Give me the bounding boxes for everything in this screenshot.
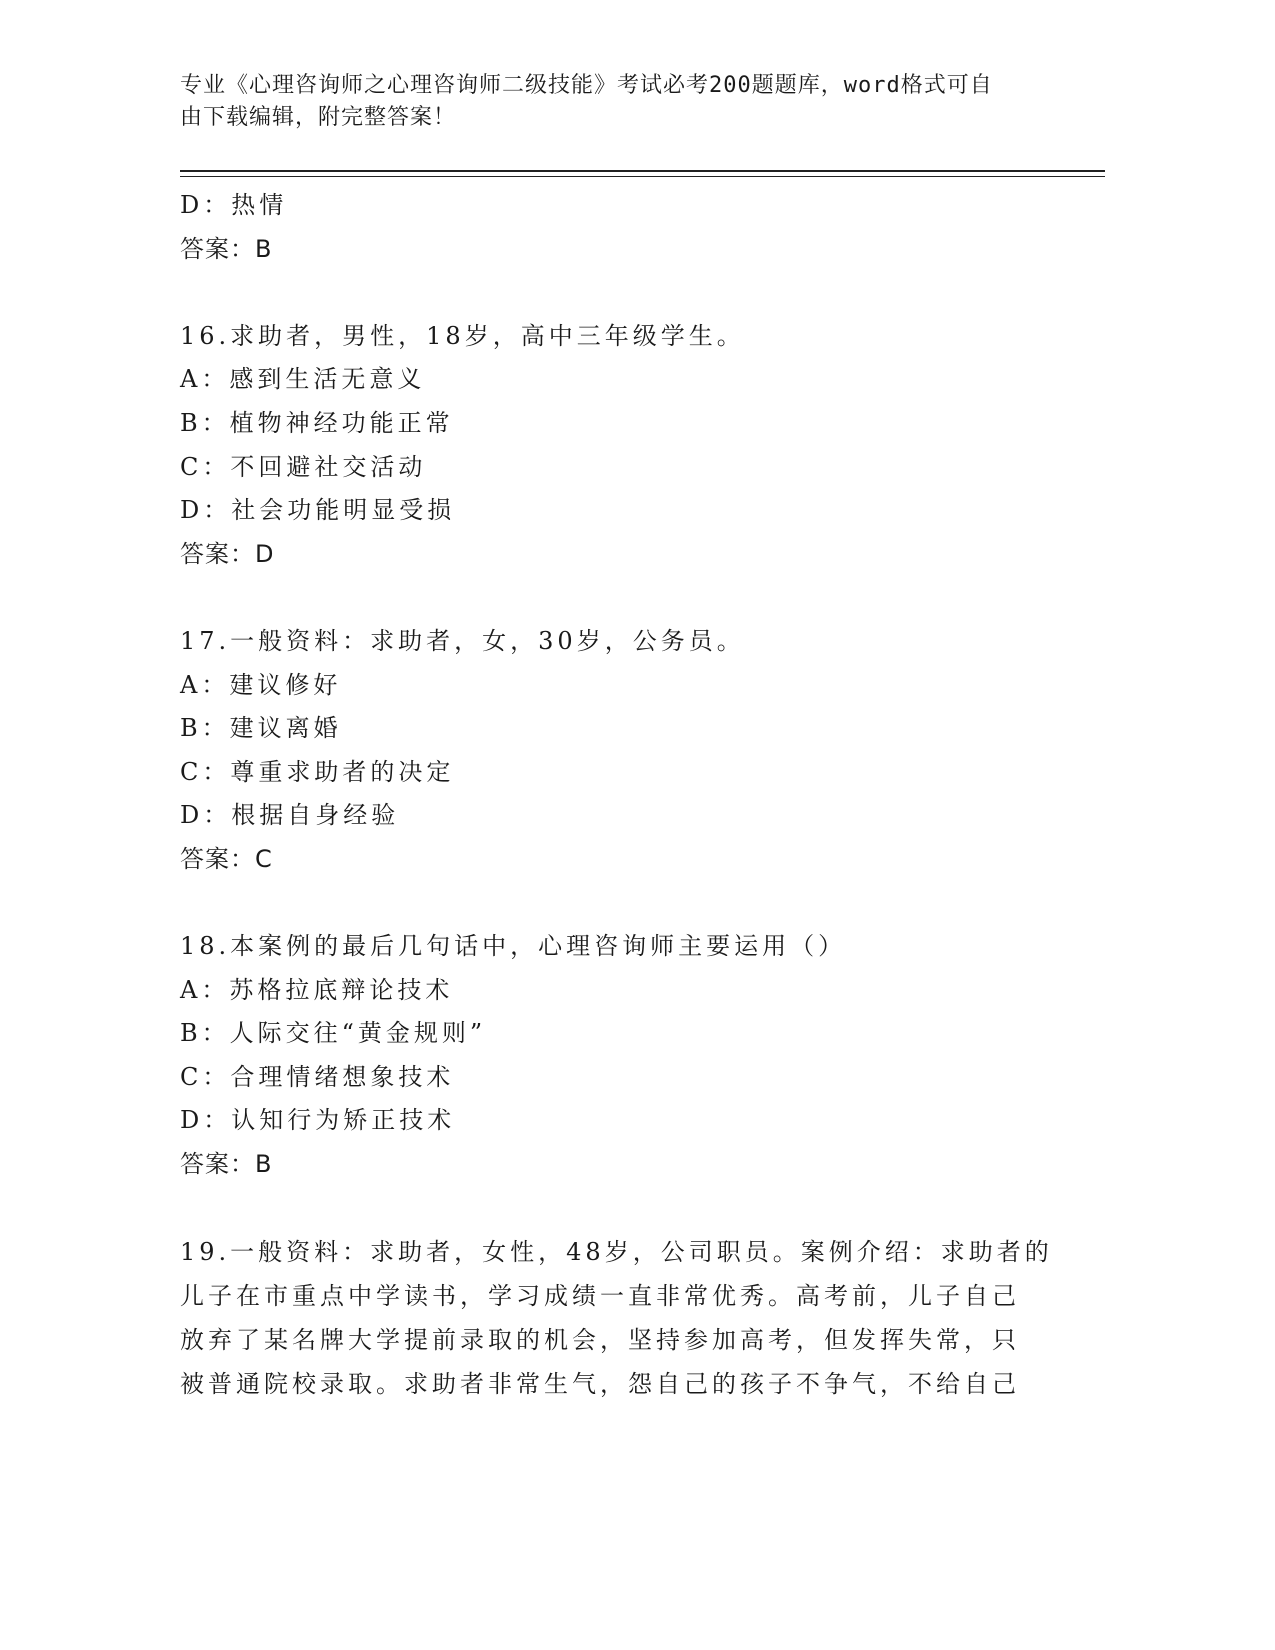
question-stem: 17.一般资料：求助者，女，30岁，公务员。	[180, 626, 745, 655]
question-18	[180, 925, 1080, 1187]
option-d: D：认知行为矫正技术	[180, 1106, 456, 1135]
spacer	[180, 576, 1080, 620]
option-c: C：尊重求助者的决定	[180, 757, 455, 786]
answer-line: 答案：B	[180, 1150, 273, 1179]
answer-line: 答案：C	[180, 844, 273, 873]
question-stem: 16.求助者，男性，18岁，高中三年级学生。	[180, 321, 745, 350]
answer-line: 答案：B	[180, 234, 273, 263]
spacer	[180, 1187, 1080, 1231]
option-a: A：建议修好	[180, 670, 342, 699]
spacer	[180, 882, 1080, 926]
option-c: C：合理情绪想象技术	[180, 1062, 455, 1091]
option-d: D：根据自身经验	[180, 801, 400, 830]
header-line-2: 由下载编辑，附完整答案！	[180, 105, 457, 130]
answer-line: 答案：D	[180, 539, 275, 568]
document-body	[180, 184, 1080, 1406]
question-17	[180, 620, 1080, 882]
option-a: A：感到生活无意义	[180, 365, 426, 394]
question-19	[180, 1230, 1080, 1406]
option-c: C：不回避社交活动	[180, 452, 427, 481]
question-text-line-1: 19.一般资料：求助者，女性，48岁，公司职员。案例介绍：求助者的	[180, 1238, 1053, 1267]
question-stem: 18.本案例的最后几句话中，心理咨询师主要运用（）	[180, 932, 847, 961]
spacer	[180, 271, 1080, 315]
option-b: B：人际交往“黄金规则”	[180, 1019, 487, 1048]
document-header	[180, 70, 1050, 134]
header-rule-thick	[180, 170, 1105, 172]
header-line-1: 专业《心理咨询师之心理咨询师二级技能》考试必考200题题库，word格式可自	[180, 73, 993, 98]
option-a: A：苏格拉底辩论技术	[180, 975, 454, 1004]
option-b: B：植物神经功能正常	[180, 408, 454, 437]
question-16	[180, 315, 1080, 577]
option-d: D：社会功能明显受损	[180, 496, 456, 525]
question-text-line-4: 被普通院校录取。求助者非常生气，怨自己的孩子不争气，不给自己	[180, 1370, 1020, 1399]
option-b: B：建议离婚	[180, 714, 342, 743]
header-rule-thin	[180, 176, 1105, 177]
question-text-line-2: 儿子在市重点中学读书，学习成绩一直非常优秀。高考前，儿子自己	[180, 1282, 1020, 1311]
question-text-line-3: 放弃了某名牌大学提前录取的机会，坚持参加高考，但发挥失常，只	[180, 1326, 1020, 1355]
option-d: D：热情	[180, 191, 288, 219]
